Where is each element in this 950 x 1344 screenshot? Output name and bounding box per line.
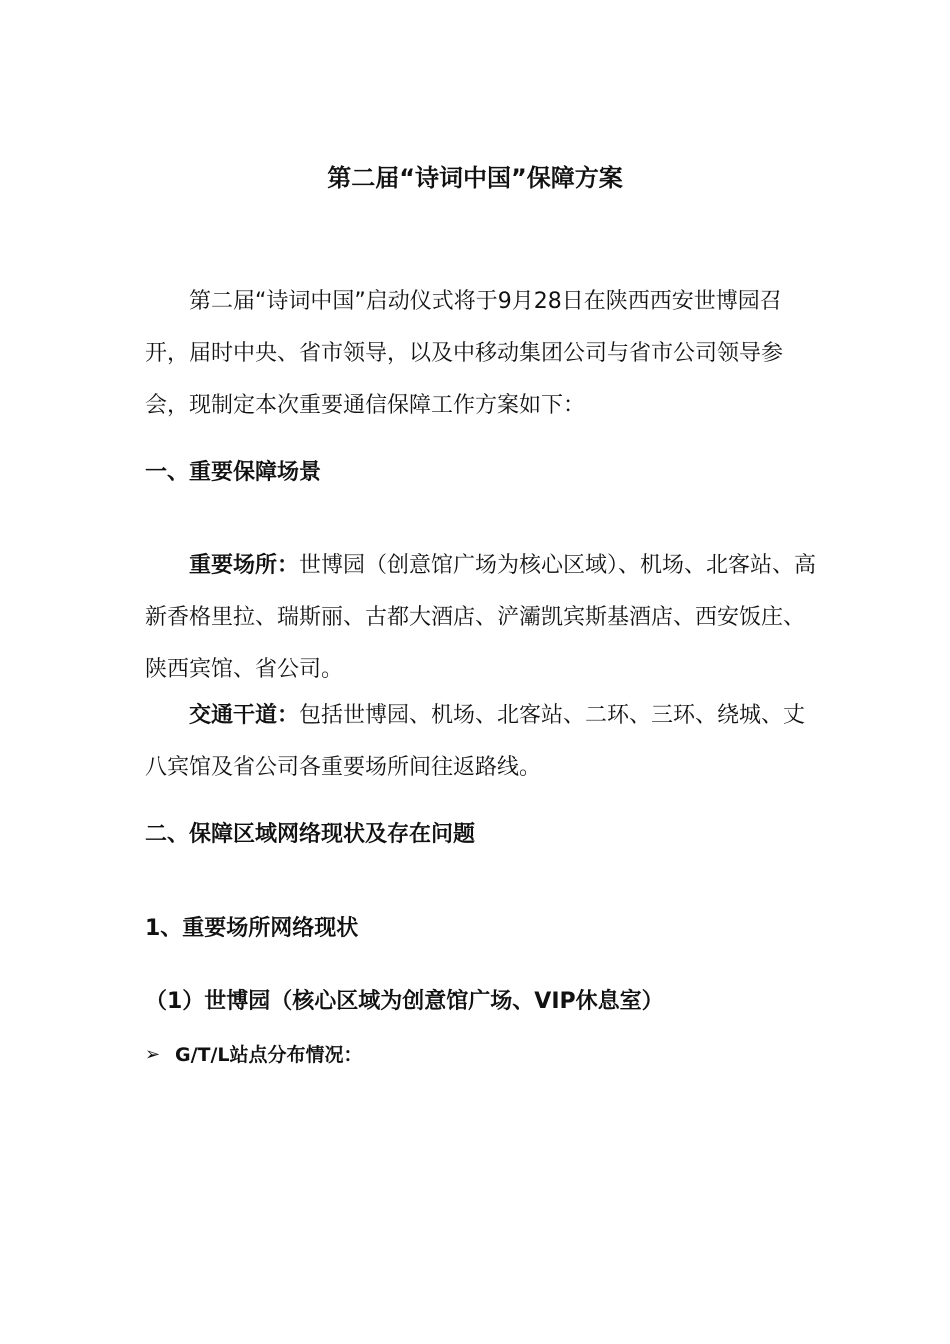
roads-text: 包括世博园、机场、北客站、二环、三环、绕城、丈八宾馆及省公司各重要场所间往返路线。 (145, 703, 806, 780)
document-title: 第二届“诗词中国”保障方案 (327, 164, 623, 192)
roads-label: 交通干道： (189, 703, 300, 728)
bullet-text: G/T/L站点分布情况： (175, 1044, 363, 1066)
subsection-heading-venue-network: 1、重要场所网络现状 (145, 916, 359, 941)
bullet-item-site-distribution (145, 1040, 363, 1070)
arrow-bullet-icon: ➢ (145, 1044, 161, 1065)
venues-label: 重要场所： (189, 553, 300, 578)
section-heading-network-status: 二、保障区域网络现状及存在问题 (145, 822, 476, 847)
roads-paragraph (145, 690, 825, 794)
intro-paragraph: 第二届“诗词中国”启动仪式将于9月28日在陕西西安世博园召开，届时中央、省市领导，以及中移动集团公司与省市公司领导参会，现制定本次重要通信保障工作方案如下： (145, 289, 784, 418)
subsection-heading-expo-park: （1）世博园（核心区域为创意馆广场、VIP休息室） (145, 989, 664, 1014)
section-heading-scenarios: 一、重要保障场景 (145, 460, 322, 485)
venues-text: 世博园（创意馆广场为核心区域）、机场、北客站、高新香格里拉、瑞斯丽、古都大酒店、浐灞凯宾斯基酒店、西安饭庄、陕西宾馆、省公司。 (145, 553, 817, 682)
venues-paragraph (145, 540, 825, 696)
